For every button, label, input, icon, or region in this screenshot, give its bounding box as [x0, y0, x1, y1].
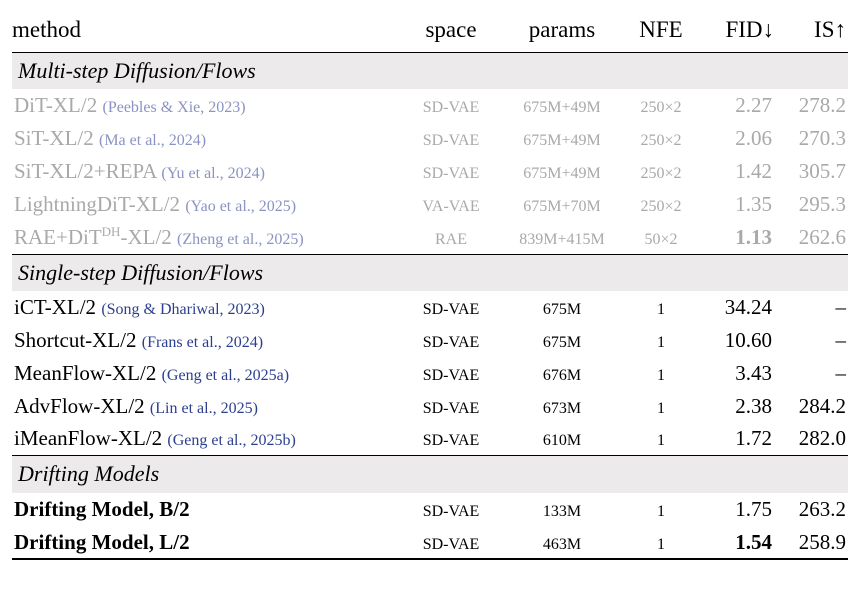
cell-nfe: 250×2	[640, 132, 682, 150]
cell-params: 675M+49M	[523, 164, 601, 182]
method-citation[interactable]: (Geng et al., 2025a)	[161, 366, 290, 384]
cell-params: 675M+70M	[523, 197, 601, 215]
method-citation[interactable]: (Yao et al., 2025)	[185, 197, 297, 215]
section-title: Multi-step Diffusion/Flows	[12, 52, 848, 89]
cell-space: SD-VAE	[422, 333, 480, 351]
method-name: DiT-XL/2	[14, 93, 98, 118]
cell-method	[12, 422, 402, 455]
table-row	[12, 291, 848, 324]
cell-space: SD-VAE	[422, 399, 480, 417]
cell-is: 258.9	[776, 526, 848, 560]
cell-space: SD-VAE	[402, 526, 500, 560]
column-header-space: space	[425, 17, 477, 42]
cell-fid: 1.54	[698, 526, 776, 560]
cell-fid: 1.35	[735, 191, 772, 216]
cell-is: 262.6	[798, 224, 846, 249]
table-row	[12, 390, 848, 423]
section-title: Single-step Diffusion/Flows	[12, 254, 848, 291]
cell-params: 675M+49M	[523, 99, 601, 117]
cell-space: SD-VAE	[422, 502, 480, 520]
cell-method	[12, 390, 402, 423]
column-header-is: IS↑	[814, 17, 846, 42]
cell-params: 675M+49M	[523, 132, 601, 150]
cell-is: 282.0	[798, 426, 846, 451]
cell-method	[12, 122, 402, 155]
cell-method	[12, 291, 402, 324]
cell-is: 270.3	[798, 126, 846, 151]
column-header-nfe: NFE	[639, 17, 683, 42]
cell-params: 675M	[542, 333, 582, 351]
cell-params: 463M	[500, 526, 624, 560]
method-citation[interactable]: (Frans et al., 2024)	[141, 333, 264, 351]
method-citation[interactable]: (Song & Dhariwal, 2023)	[101, 300, 265, 318]
method-citation[interactable]: (Ma et al., 2024)	[98, 132, 207, 150]
column-header-method: method	[12, 17, 81, 42]
cell-is: 278.2	[798, 93, 846, 118]
cell-nfe: 1	[657, 333, 665, 351]
cell-params: 676M	[542, 366, 582, 384]
table-row	[12, 188, 848, 221]
method-citation[interactable]: (Lin et al., 2025)	[149, 399, 258, 417]
cell-fid: 1.72	[735, 426, 772, 451]
cell-space: SD-VAE	[422, 164, 480, 182]
section-title: Drifting Models	[12, 456, 848, 493]
method-name: iCT-XL/2	[14, 294, 97, 319]
column-header-params: params	[528, 17, 596, 42]
cell-nfe: 250×2	[640, 197, 682, 215]
cell-method	[12, 89, 402, 122]
cell-params: 610M	[542, 432, 582, 450]
cell-is: 295.3	[798, 191, 846, 216]
cell-space: VA-VAE	[422, 197, 480, 215]
table-row	[12, 89, 848, 122]
table-row	[12, 155, 848, 188]
cell-nfe: 1	[657, 432, 665, 450]
method-name: RAE+DiT$^{DH}$-XL/2	[14, 223, 172, 249]
method-name: LightningDiT-XL/2	[14, 191, 181, 216]
cell-fid: 34.24	[724, 294, 772, 319]
table-row	[12, 324, 848, 357]
table-row	[12, 357, 848, 390]
method-name-superscript: DH	[101, 223, 121, 239]
cell-fid: 1.42	[735, 158, 772, 183]
method-name: AdvFlow-XL/2	[14, 393, 145, 418]
method-name: MeanFlow-XL/2	[14, 360, 157, 385]
cell-nfe: 1	[657, 399, 665, 417]
cell-fid: 2.27	[735, 93, 772, 118]
cell-is: –	[835, 294, 846, 319]
cell-is: 263.2	[798, 496, 846, 521]
table-body	[12, 52, 848, 559]
cell-fid: 2.38	[735, 393, 772, 418]
header-row	[12, 10, 848, 52]
cell-space: SD-VAE	[422, 99, 480, 117]
table-section-header	[12, 52, 848, 89]
cell-nfe: 250×2	[640, 99, 682, 117]
results-table	[12, 10, 848, 560]
method-name: Drifting Model, B/2	[14, 496, 190, 521]
method-name: SiT-XL/2	[14, 126, 94, 151]
method-citation[interactable]: (Peebles & Xie, 2023)	[102, 99, 246, 117]
cell-nfe: 1	[657, 502, 665, 520]
cell-fid: 1.13	[735, 224, 772, 249]
column-header-fid: FID↓	[725, 17, 774, 42]
cell-is: –	[835, 360, 846, 385]
method-name: Shortcut-XL/2	[14, 327, 137, 352]
cell-nfe: 50×2	[644, 230, 678, 248]
cell-space: SD-VAE	[422, 366, 480, 384]
cell-params: 673M	[542, 399, 582, 417]
cell-method	[12, 493, 402, 526]
table-section-header	[12, 254, 848, 291]
cell-is: 284.2	[798, 393, 846, 418]
method-name: SiT-XL/2+REPA	[14, 158, 157, 183]
method-name: Drifting Model, L/2	[14, 529, 190, 554]
cell-fid: 3.43	[735, 360, 772, 385]
cell-nfe: 1	[657, 366, 665, 384]
table-row	[12, 221, 848, 254]
cell-params: 675M	[542, 300, 582, 318]
cell-fid: 1.75	[735, 496, 772, 521]
cell-is: –	[835, 327, 846, 352]
cell-fid: 10.60	[724, 327, 772, 352]
cell-method	[12, 324, 402, 357]
cell-method	[12, 155, 402, 188]
cell-space: SD-VAE	[422, 132, 480, 150]
results-table-container	[0, 10, 860, 560]
method-citation[interactable]: (Geng et al., 2025b)	[167, 432, 296, 450]
cell-params: 839M+415M	[519, 230, 605, 248]
cell-method	[12, 526, 402, 560]
table-section-header	[12, 456, 848, 493]
table-header	[12, 10, 848, 52]
cell-method	[12, 188, 402, 221]
cell-nfe: 250×2	[640, 164, 682, 182]
cell-space: SD-VAE	[422, 300, 480, 318]
method-citation[interactable]: (Zheng et al., 2025)	[177, 230, 304, 248]
method-citation[interactable]: (Yu et al., 2024)	[161, 164, 265, 182]
cell-method	[12, 221, 402, 254]
cell-fid: 2.06	[735, 126, 772, 151]
table-row	[12, 526, 848, 560]
cell-space: RAE	[435, 230, 467, 248]
cell-space: SD-VAE	[422, 432, 480, 450]
cell-method	[12, 357, 402, 390]
cell-is: 305.7	[798, 158, 846, 183]
table-row	[12, 493, 848, 526]
cell-params: 133M	[542, 502, 582, 520]
table-row	[12, 122, 848, 155]
cell-nfe: 1	[657, 300, 665, 318]
cell-nfe: 1	[624, 526, 698, 560]
table-row	[12, 422, 848, 455]
method-name: iMeanFlow-XL/2	[14, 426, 163, 451]
